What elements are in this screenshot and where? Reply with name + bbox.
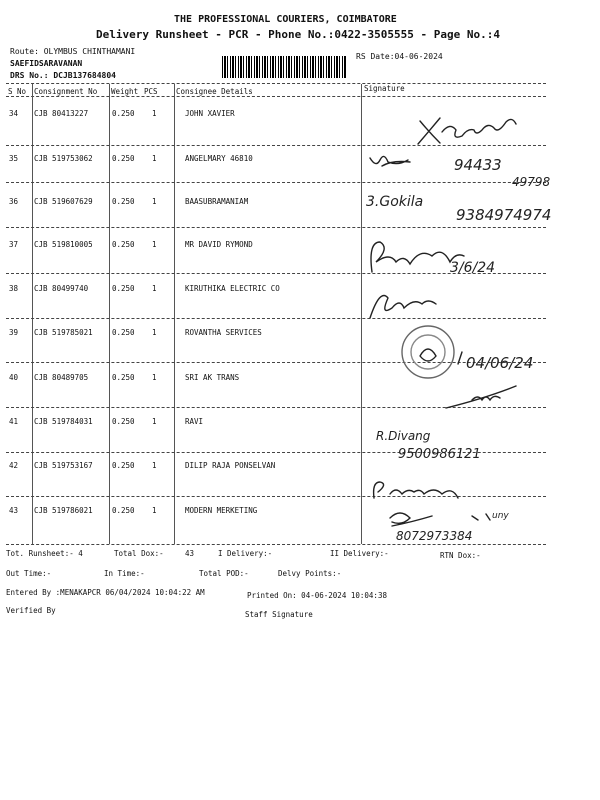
row-pcs: 1 [152, 197, 157, 206]
row-pcs: 1 [152, 154, 157, 163]
total-pod: Total POD:- [199, 569, 249, 578]
row-consignee: ROVANTHA SERVICES [185, 328, 262, 337]
row-weight: 0.250 [112, 240, 135, 249]
row-consignment: CJB 519607629 [34, 197, 93, 206]
row-sno: 36 [9, 197, 19, 206]
row-weight: 0.250 [112, 197, 135, 206]
row-consignee: JOHN XAVIER [185, 109, 235, 118]
drs-number: DRS No.: DCJB137684804 [10, 71, 116, 80]
row-consignee: ANGELMARY 46810 [185, 154, 253, 163]
row-sno: 35 [9, 154, 19, 163]
row-pcs: 1 [152, 417, 157, 426]
tot-runsheet: Tot. Runsheet:- 4 [6, 549, 83, 558]
row-pcs: 1 [152, 461, 157, 470]
row-pcs: 1 [152, 328, 157, 337]
total-dox-label: Total Dox:- [114, 549, 164, 558]
company-name: THE PROFESSIONAL COURIERS, COIMBATORE [174, 14, 397, 25]
route-label: Route: OLYMBUS CHINTHAMANI [10, 47, 136, 56]
row-consignment: CJB 519753062 [34, 154, 93, 163]
col-signature: Signature [364, 84, 405, 93]
i-delivery: I Delivery:- [218, 549, 273, 558]
printed-on: Printed On: 04-06-2024 10:04:38 [247, 591, 387, 600]
row-consignment: CJB 519810005 [34, 240, 93, 249]
row-sno: 41 [9, 417, 19, 426]
row-weight: 0.250 [112, 328, 135, 337]
row-pcs: 1 [152, 373, 157, 382]
verified-by: Verified By [6, 606, 56, 615]
svg-text:94433: 94433 [454, 156, 502, 174]
row-consignment: CJB 80489705 [34, 373, 89, 382]
row-pcs: 1 [152, 284, 157, 293]
svg-text:uny: uny [492, 511, 509, 521]
staff-signature: Staff Signature [245, 610, 313, 619]
svg-text:8072973384: 8072973384 [396, 529, 473, 543]
svg-text:9500986121: 9500986121 [398, 447, 481, 462]
runsheet-title: Delivery Runsheet - PCR - Phone No.:0422-3505555 - Page No.:4 [96, 28, 500, 41]
row-sno: 34 [9, 109, 19, 118]
ii-delivery: II Delivery:- [330, 549, 389, 558]
row-consignee: SRI AK TRANS [185, 373, 240, 382]
row-consignee: MODERN MERKETING [185, 506, 258, 515]
barcode [222, 56, 346, 78]
rtn-dox: RTN Dox:- [440, 551, 481, 560]
row-sno: 40 [9, 373, 19, 382]
row-consignment: CJB 519784031 [34, 417, 93, 426]
row-pcs: 1 [152, 109, 157, 118]
svg-text:04/06/24: 04/06/24 [466, 354, 534, 372]
row-weight: 0.250 [112, 417, 135, 426]
delvy-points: Delvy Points:- [278, 569, 342, 578]
col-consignee: Consignee Details [176, 87, 253, 96]
row-consignee: RAVI [185, 417, 204, 426]
column-separator [174, 84, 175, 544]
row-sno: 42 [9, 461, 19, 470]
row-consignment: CJB 80413227 [34, 109, 89, 118]
svg-text:3.Gokila: 3.Gokila [366, 194, 424, 210]
divider [6, 83, 546, 84]
rs-date: RS Date:04-06-2024 [356, 52, 443, 61]
in-time: In Time:- [104, 569, 145, 578]
col-consignment: Consignment No [34, 87, 98, 96]
svg-text:49798: 49798 [512, 175, 551, 189]
row-weight: 0.250 [112, 154, 135, 163]
row-weight: 0.250 [112, 284, 135, 293]
out-time: Out Time:- [6, 569, 52, 578]
row-pcs: 1 [152, 506, 157, 515]
row-sno: 43 [9, 506, 19, 515]
row-consignment: CJB 519753167 [34, 461, 93, 470]
column-separator [32, 84, 33, 544]
col-weight: Weight [111, 87, 139, 96]
col-pcs: PCS [144, 87, 158, 96]
row-sno: 37 [9, 240, 19, 249]
row-consignee: DILIP RAJA PONSELVAN [185, 461, 276, 470]
row-weight: 0.250 [112, 461, 135, 470]
staff-id: SAEFIDSARAVANAN [10, 59, 83, 68]
col-sno: S No [8, 87, 27, 96]
row-weight: 0.250 [112, 506, 135, 515]
row-consignment: CJB 80499740 [34, 284, 89, 293]
row-consignee: MR DAVID RYMOND [185, 240, 253, 249]
row-consignment: CJB 519786021 [34, 506, 93, 515]
row-sno: 39 [9, 328, 19, 337]
column-separator [109, 84, 110, 544]
handwritten-signatures [362, 96, 598, 546]
svg-text:R.Divang: R.Divang [376, 429, 431, 443]
row-pcs: 1 [152, 240, 157, 249]
row-weight: 0.250 [112, 373, 135, 382]
svg-text:9384974974: 9384974974 [456, 206, 552, 224]
row-consignee: BAASUBRAMANIAM [185, 197, 249, 206]
svg-text:3/6/24: 3/6/24 [450, 260, 496, 276]
total-dox-value: 43 [185, 549, 195, 558]
row-sno: 38 [9, 284, 19, 293]
row-consignee: KIRUTHIKA ELECTRIC CO [185, 284, 280, 293]
entered-by: Entered By :MENAKAPCR 06/04/2024 10:04:22 AM [6, 588, 205, 597]
row-weight: 0.250 [112, 109, 135, 118]
row-consignment: CJB 519785021 [34, 328, 93, 337]
